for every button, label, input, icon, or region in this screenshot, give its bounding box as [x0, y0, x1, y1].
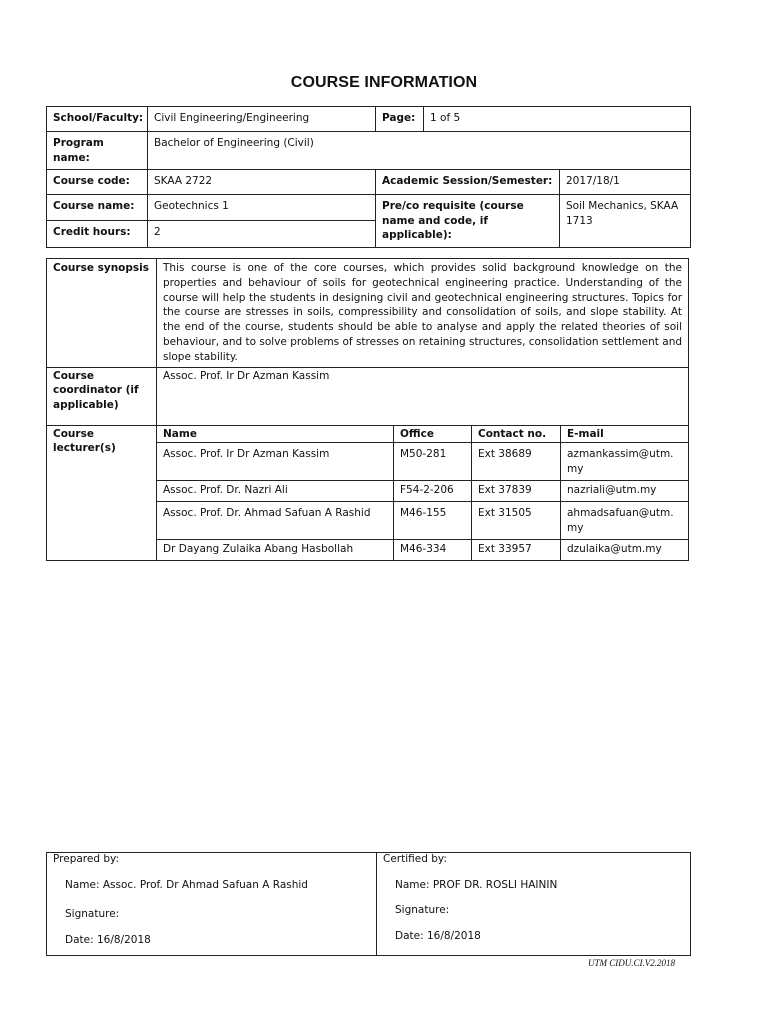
lecturer-email: azmankassim@utm.my	[561, 443, 689, 481]
lecturers-label: Course lecturer(s)	[47, 425, 157, 561]
prepared-by-name: Name: Assoc. Prof. Dr Ahmad Safuan A Rashid	[65, 879, 308, 891]
lecturer-contact: Ext 38689	[472, 443, 561, 481]
certified-by-label: Certified by:	[383, 853, 447, 865]
lecturer-email: ahmadsafuan@utm.my	[561, 502, 689, 540]
page-value: 1 of 5	[424, 107, 691, 132]
lecturer-office: M50-281	[394, 443, 472, 481]
certified-by-name: Name: PROF DR. ROSLI HAININ	[395, 879, 558, 891]
prerequisite-label: Pre/co requisite (course name and code, if applicable):	[376, 195, 560, 248]
synopsis-label: Course synopsis	[47, 259, 157, 368]
credit-hours-value: 2	[148, 221, 376, 247]
lecturer-office: M46-334	[394, 540, 472, 561]
lecturer-name: Assoc. Prof. Dr. Ahmad Safuan A Rashid	[157, 502, 394, 540]
coordinator-label: Course coordinator (if applicable)	[47, 367, 157, 425]
prepared-by-date: Date: 16/8/2018	[65, 934, 151, 946]
prepared-by-box	[46, 852, 377, 956]
credit-hours-label: Credit hours:	[47, 221, 148, 247]
course-info-table	[46, 106, 691, 248]
course-name-value: Geotechnics 1	[148, 195, 376, 221]
course-code-value: SKAA 2722	[148, 170, 376, 195]
course-code-label: Course code:	[47, 170, 148, 195]
synopsis-text: This course is one of the core courses, which provides solid background knowledge on the properties and behaviour of soils for geotechnical engineering practice. Understanding of the course will help the students in designing civil and geotechnical engineering structures. Topics for the course are stresses in soils, compressibility and consolidation of soils, and slope stability. At the end of the course, students should be able to analyse and apply the related theories of soil behaviour, and to solve problems of stresses on retaining structures, consolidation settlement and slope stability.	[157, 259, 689, 368]
header-office: Office	[394, 425, 472, 443]
lecturer-office: F54-2-206	[394, 481, 472, 502]
session-label: Academic Session/Semester:	[376, 170, 560, 195]
header-email: E-mail	[561, 425, 689, 443]
school-label: School/Faculty:	[47, 107, 148, 132]
form-code-footer: UTM CIDU.CI.V2.2018	[588, 958, 675, 968]
header-name: Name	[157, 425, 394, 443]
lecturer-email: dzulaika@utm.my	[561, 540, 689, 561]
course-name-label: Course name:	[47, 195, 148, 221]
course-details-table	[46, 258, 689, 561]
header-contact: Contact no.	[472, 425, 561, 443]
page-label: Page:	[376, 107, 424, 132]
certified-by-box	[376, 852, 691, 956]
lecturer-email: nazriali@utm.my	[561, 481, 689, 502]
lecturer-contact: Ext 33957	[472, 540, 561, 561]
certified-by-date: Date: 16/8/2018	[395, 930, 481, 942]
session-value: 2017/18/1	[560, 170, 691, 195]
prepared-by-signature: Signature:	[65, 908, 120, 920]
lecturer-name: Dr Dayang Zulaika Abang Hasbollah	[157, 540, 394, 561]
lecturer-office: M46-155	[394, 502, 472, 540]
school-value: Civil Engineering/Engineering	[148, 107, 376, 132]
program-value: Bachelor of Engineering (Civil)	[148, 132, 691, 170]
program-label: Program name:	[47, 132, 148, 170]
coordinator-value: Assoc. Prof. Ir Dr Azman Kassim	[157, 367, 689, 425]
lecturer-name: Assoc. Prof. Ir Dr Azman Kassim	[157, 443, 394, 481]
lecturer-contact: Ext 31505	[472, 502, 561, 540]
lecturer-contact: Ext 37839	[472, 481, 561, 502]
page-title: COURSE INFORMATION	[290, 74, 478, 91]
prepared-by-label: Prepared by:	[53, 853, 119, 865]
lecturer-name: Assoc. Prof. Dr. Nazri Ali	[157, 481, 394, 502]
prerequisite-value: Soil Mechanics, SKAA 1713	[560, 195, 691, 248]
certified-by-signature: Signature:	[395, 904, 450, 916]
